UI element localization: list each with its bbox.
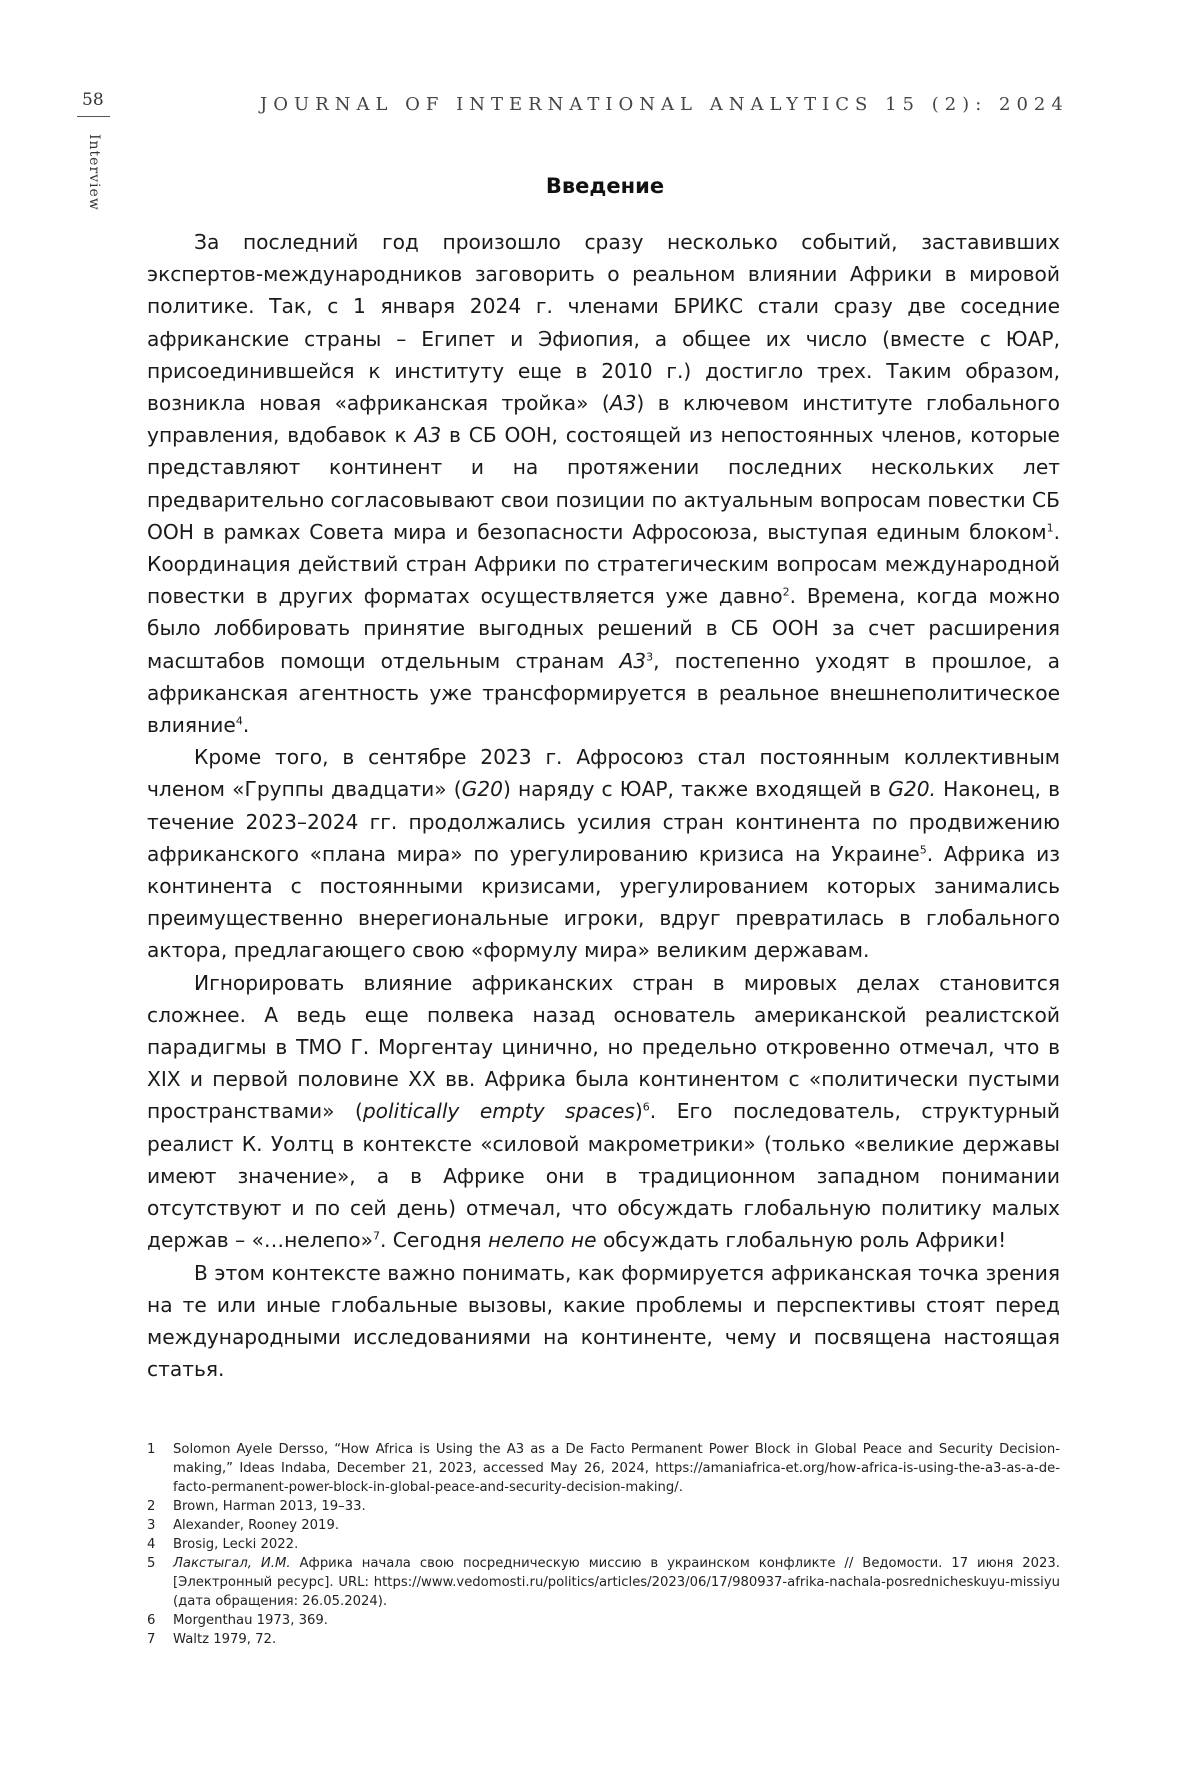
text-run: . (242, 713, 250, 738)
footnote-number: 4 (147, 1537, 156, 1552)
footnote-1 (147, 1440, 1060, 1497)
footnote-5 (147, 1554, 1060, 1611)
text-run-italic: politically empty spaces (362, 1099, 635, 1124)
text-run-italic: A3 (414, 423, 442, 448)
footnote-ref[interactable]: 5 (919, 843, 927, 857)
paragraph-2 (147, 741, 1060, 966)
text-run: , постепенно уходят в прошлое, а африканская агентность уже трансформируется в реальное внешнеполитическое влияние (147, 648, 1060, 738)
footnote-number: 5 (147, 1556, 156, 1571)
section-title: Введение (545, 174, 665, 198)
footnote-3 (147, 1516, 1060, 1535)
footnotes (147, 1440, 1060, 1649)
footnote-ref[interactable]: 7 (372, 1229, 380, 1243)
footnote-body: Африка начала свою посредническую миссию в украинском конфликте // Ведомости. 17 июня 2023. [Электронный ресурс]. URL: https://www.vedomosti.ru/politics/articles/2023/06/17/980937-afrika-nachala-posrednicheskuyu-missiyu (дата обращения: 26.05.2024). (173, 1556, 1061, 1609)
footnote-number: 3 (147, 1518, 156, 1533)
footnote-number: 1 (147, 1442, 156, 1457)
page-number-rule (77, 116, 110, 117)
text-run-italic: G20. (888, 777, 936, 802)
text-run: . Сегодня (379, 1228, 488, 1253)
footnote-2 (147, 1497, 1060, 1516)
text-run: . Его последователь, структурный реалист К. Уолтц в контексте «силовой макрометрики» (только «великие державы имеют значение», а в Африке они в традиционном западном понимании отсутствуют и по сей день) отмечал, что обсуждать глобальную политику малых держав – «…нелепо» (147, 1099, 1060, 1253)
text-run: Кроме того, в сентябре 2023 г. Афросоюз стал постоянным коллективным членом «Группы двадцати» ( (147, 745, 1060, 802)
running-header: JOURNAL OF INTERNATIONAL ANALYTICS 15 (2): 2024 (260, 94, 1069, 115)
text-run: ) (634, 1099, 643, 1124)
footnote-number: 7 (147, 1632, 156, 1647)
footnote-6 (147, 1611, 1060, 1630)
footnote-text: Waltz 1979, 72. (173, 1632, 277, 1647)
text-run: Наконец, в течение 2023–2024 гг. продолжались усилия стран континента по продвижению африканского «плана мира» по урегулированию кризиса на Украине (147, 777, 1060, 866)
text-run: За последний год произошло сразу несколько событий, заставивших экспертов-международников заговорить о реальном влиянии Африки в мировой политике. Так, с 1 января 2024 г. членами БРИКС стали сразу две соседние африканские страны – Египет и Эфиопия, а общее их число (вместе с ЮАР, присоединившейся к институту еще в 2010 г.) достигло трех. Таким образом, возникла новая «африканская тройка» ( (147, 230, 1060, 416)
footnote-number: 2 (147, 1499, 156, 1514)
footnote-ref[interactable]: 4 (235, 714, 243, 728)
footnote-number: 6 (147, 1613, 156, 1628)
text-run: ) в ключевом институте глобального управления, вдобавок к (147, 391, 1060, 448)
footnote-text: Brosig, Lecki 2022. (173, 1537, 299, 1552)
paragraph-1 (147, 226, 1060, 741)
footnote-ref[interactable]: 6 (642, 1100, 650, 1114)
text-run: ) наряду с ЮАР, также входящей в (502, 777, 889, 802)
footnote-ref[interactable]: 3 (646, 649, 654, 663)
side-section-label: Interview (86, 134, 102, 211)
paragraph-3 (147, 967, 1060, 1257)
text-run-italic: нелепо не (488, 1228, 597, 1253)
paragraph-4: В этом контексте важно понимать, как формируется африканская точка зрения на те или иные глобальные вызовы, какие проблемы и перспективы стоят перед международными исследованиями на континенте, чему и посвящена настоящая статья. (147, 1260, 1060, 1382)
text-run: Игнорировать влияние африканских стран в мировых делах становится сложнее. А ведь еще полвека назад основатель американской реалистской парадигмы в ТМО Г. Моргентау цинично, но предельно откровенно отмечал, что в XIX и первой половине XX вв. Африка была континентом с «политически пустыми пространствами» ( (147, 970, 1060, 1124)
footnote-text (173, 1554, 1060, 1611)
text-run-italic: A3 (609, 391, 637, 416)
footnote-text: Solomon Ayele Dersso, “How Africa is Using the A3 as a De Facto Permanent Power Block in Global Peace and Security Decision-making,” Ideas Indaba, December 21, 2023, accessed May 26, 2024, https://amaniafrica-et.org/how-africa-is-using-the-a3-as-a-de-facto-permanent-power-block-in-global-peace-and-security-decision-making/. (173, 1442, 1060, 1495)
text-run-italic: A3 (619, 648, 647, 673)
text-run: . Координация действий стран Африки по стратегическим вопросам международной повестки в других форматах осуществляется уже давно (147, 519, 1060, 609)
footnote-7 (147, 1630, 1060, 1649)
text-run: . Африка из континента с постоянными кризисами, урегулированием которых занимались преимущественно внерегиональные игроки, вдруг превратилась в глобального актора, предлагающего свою «формулу мира» великим державам. (147, 841, 1060, 963)
text-run: в СБ ООН, состоящей из непостоянных членов, которые представляют континент и на протяжении последних нескольких лет предварительно согласовывают свои позиции по актуальным вопросам повестки СБ ООН в рамках Совета мира и безопасности Афросоюза, выступая единым блоком (147, 423, 1060, 544)
footnote-ref[interactable]: 1 (1046, 521, 1054, 535)
text-run: обсуждать глобальную роль Африки! (596, 1228, 1007, 1253)
footnote-author: Лакстыгал, И.М. (173, 1556, 291, 1571)
text-run: . Времена, когда можно было лоббировать принятие выгодных решений в СБ ООН за счет расширения масштабов помощи отдельным странам (147, 584, 1061, 673)
footnote-4 (147, 1535, 1060, 1554)
footnote-text: Alexander, Rooney 2019. (173, 1518, 340, 1533)
footnote-ref[interactable]: 2 (782, 585, 790, 599)
footnote-text: Morgenthau 1973, 369. (173, 1613, 328, 1628)
body-text (147, 226, 1060, 1385)
footnote-text: Brown, Harman 2013, 19–33. (173, 1499, 366, 1514)
text-run-italic: G20 (461, 777, 503, 802)
page-number: 58 (82, 90, 104, 110)
